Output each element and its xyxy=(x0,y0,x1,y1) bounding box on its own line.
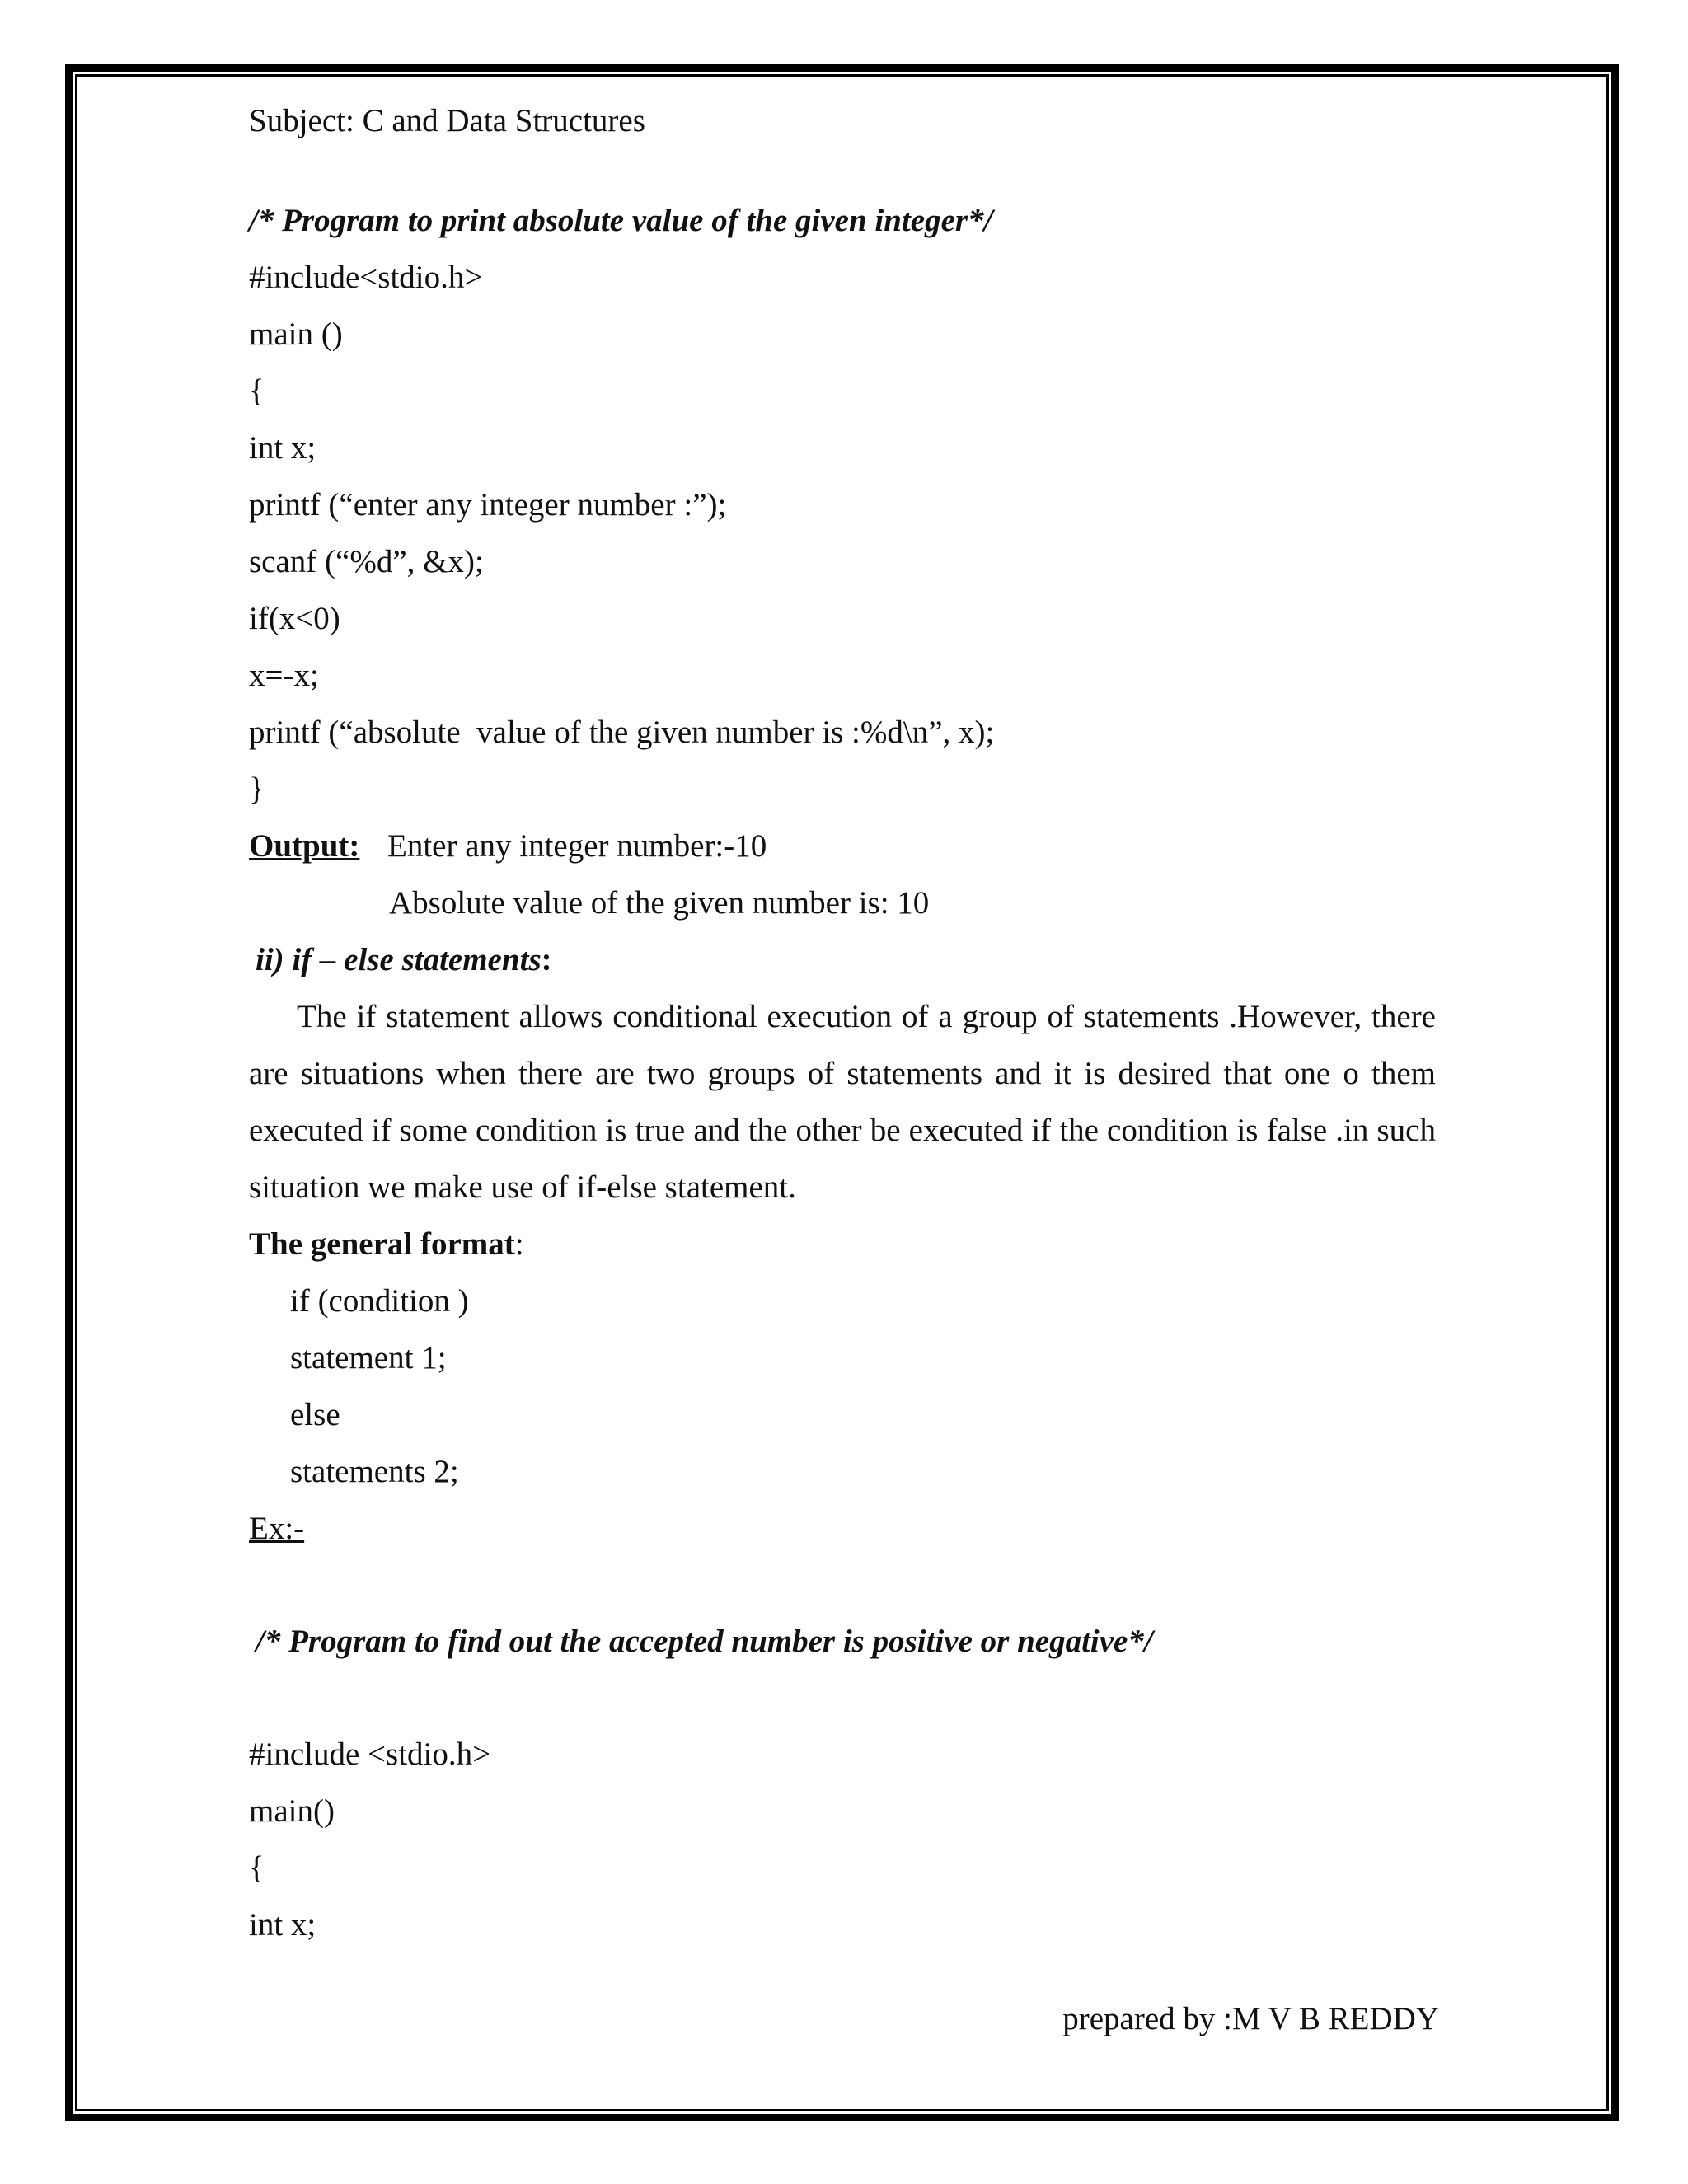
footer-prepared-by: prepared by :M V B REDDY xyxy=(1062,2001,1439,2036)
output-line-1: Enter any integer number:-10 xyxy=(387,828,767,864)
code-line: printf (“absolute value of the given number is :%d\n”, x); xyxy=(249,715,995,750)
section-paragraph: The if statement allows conditional execution of a group of statements .However, there are situations when there are two groups of statements and it is desired that one o them executed if some condition is true and the other be executed if the condition is false .in such situation we make use of if-else statement. xyxy=(249,999,1436,1205)
code-line: main () xyxy=(249,316,343,352)
format-line: else xyxy=(290,1397,340,1432)
code-line: int x; xyxy=(249,430,316,466)
program1-comment: /* Program to print absolute value of the given integer*/ xyxy=(249,203,993,238)
code-line: { xyxy=(249,373,265,409)
general-format-colon: : xyxy=(514,1226,524,1262)
program1-output xyxy=(249,818,1436,874)
general-format-code xyxy=(249,1272,1436,1500)
format-line: if (condition ) xyxy=(290,1283,469,1319)
subject-line: Subject: C and Data Structures xyxy=(249,103,645,138)
example-label: Ex:- xyxy=(249,1511,305,1546)
section-heading-colon: : xyxy=(541,942,552,977)
code-line: if(x<0) xyxy=(249,601,340,636)
general-format-heading xyxy=(249,1216,1436,1272)
code-line: int x; xyxy=(249,1907,316,1943)
code-line: main() xyxy=(249,1793,335,1829)
section-heading-text: ii) if – else statements xyxy=(256,942,542,977)
program2-code xyxy=(249,1726,1436,1953)
output-label: Output: xyxy=(249,828,360,864)
program2-comment: /* Program to find out the accepted number is positive or negative*/ xyxy=(256,1624,1153,1659)
code-line: x=-x; xyxy=(249,658,319,693)
section-heading xyxy=(249,931,1436,988)
code-line: printf (“enter any integer number :”); xyxy=(249,487,727,523)
code-line: #include <stdio.h> xyxy=(249,1736,491,1772)
format-line: statement 1; xyxy=(290,1340,447,1376)
code-line: #include<stdio.h> xyxy=(249,260,483,295)
code-line: scanf (“%d”, &x); xyxy=(249,544,484,579)
output-line-2: Absolute value of the given number is: 10 xyxy=(389,885,930,921)
document-body xyxy=(249,92,1436,1953)
program1-code xyxy=(249,249,1436,818)
code-line: } xyxy=(249,771,265,807)
format-line: statements 2; xyxy=(290,1454,459,1489)
general-format-label: The general format xyxy=(249,1226,515,1262)
code-line: { xyxy=(249,1850,265,1886)
